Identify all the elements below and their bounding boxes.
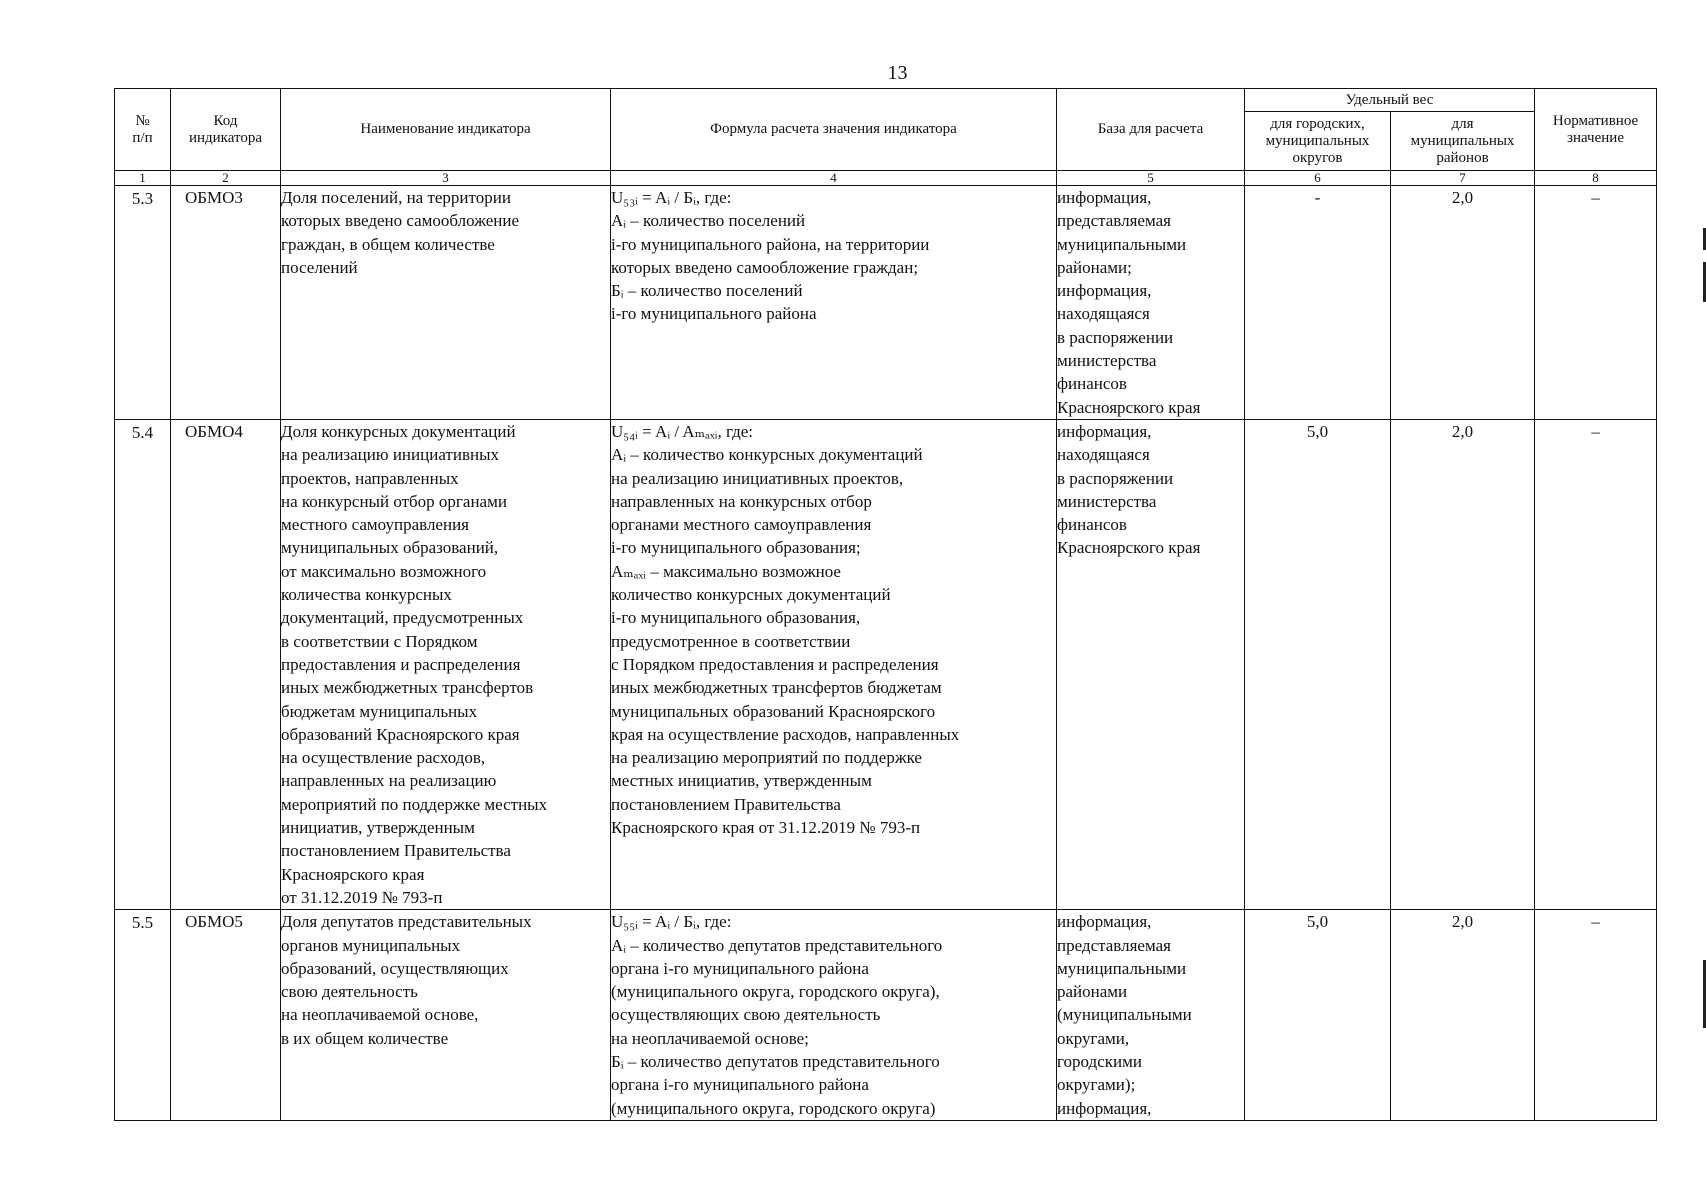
header-weight-group: Удельный вес bbox=[1245, 89, 1535, 112]
indicator-formula-line: Aₘₐₓᵢ – максимально возможное bbox=[611, 561, 841, 581]
indicator-formula-line: которых введено самообложение граждан; bbox=[611, 257, 919, 277]
calculation-base-line: министерства bbox=[1057, 351, 1157, 371]
indicator-name-line: мероприятий по поддержке местных bbox=[281, 794, 548, 814]
row-number: 5.4 bbox=[115, 419, 171, 909]
indicator-formula-line: Aᵢ – количество конкурсных документаций bbox=[611, 445, 923, 465]
normative-value: – bbox=[1535, 186, 1657, 420]
indicator-formula-line: U₅₅ᵢ = Aᵢ / Бᵢ, где: bbox=[611, 912, 732, 932]
indicator-name-line: которых введено самообложение bbox=[281, 211, 520, 231]
table-row bbox=[115, 419, 1657, 909]
calculation-base bbox=[1057, 186, 1245, 420]
indicator-formula-line: края на осуществление расходов, направленных bbox=[611, 724, 960, 744]
indicator-name-line: муниципальных образований, bbox=[281, 538, 499, 558]
column-number-cell: 8 bbox=[1535, 171, 1657, 186]
header-num: № п/п bbox=[115, 89, 171, 171]
calculation-base-line: в распоряжении bbox=[1057, 327, 1174, 347]
indicator-name-line: от максимально возможного bbox=[281, 561, 487, 581]
calculation-base-line: финансов bbox=[1057, 515, 1127, 535]
calculation-base-line: округами); bbox=[1057, 1075, 1136, 1095]
calculation-base-line: финансов bbox=[1057, 374, 1127, 394]
indicator-name-line: на реализацию инициативных bbox=[281, 445, 499, 465]
weight-urban-value: 5,0 bbox=[1245, 910, 1391, 1121]
indicator-name-line: на конкурсный отбор органами bbox=[281, 491, 507, 511]
calculation-base-line: представляемая bbox=[1057, 211, 1171, 231]
indicator-name-line: количества конкурсных bbox=[281, 585, 452, 605]
indicator-formula-line: муниципальных образований Красноярского bbox=[611, 701, 936, 721]
indicator-formula-line: i-го муниципального района, на территории bbox=[611, 234, 930, 254]
indicator-formula-line: органами местного самоуправления bbox=[611, 515, 872, 535]
calculation-base-line: информация, bbox=[1057, 281, 1152, 301]
indicator-name-line: Доля конкурсных документаций bbox=[281, 421, 516, 441]
weight-urban-value: - bbox=[1245, 186, 1391, 420]
indicator-formula-line: i-го муниципального образования; bbox=[611, 538, 861, 558]
indicator-name-line: поселений bbox=[281, 257, 358, 277]
calculation-base-line: муниципальными bbox=[1057, 234, 1187, 254]
page-number: 13 bbox=[887, 62, 908, 84]
column-number-cell: 4 bbox=[611, 171, 1057, 186]
calculation-base bbox=[1057, 419, 1245, 909]
column-number-cell: 2 bbox=[171, 171, 281, 186]
indicator-name-line: образований Красноярского края bbox=[281, 724, 520, 744]
indicator-formula-line: предусмотренное в соответствии bbox=[611, 631, 851, 651]
indicator-formula-line: органа i-го муниципального района bbox=[611, 958, 869, 978]
calculation-base-line: районами bbox=[1057, 982, 1128, 1002]
calculation-base-line: представляемая bbox=[1057, 935, 1171, 955]
indicator-name-line: документаций, предусмотренных bbox=[281, 608, 524, 628]
header-name: Наименование индикатора bbox=[281, 89, 611, 171]
indicator-name-line: органов муниципальных bbox=[281, 935, 461, 955]
column-number-cell: 3 bbox=[281, 171, 611, 186]
indicator-name bbox=[281, 910, 611, 1121]
calculation-base-line: Красноярского края bbox=[1057, 538, 1201, 558]
indicator-formula-line: иных межбюджетных трансфертов бюджетам bbox=[611, 678, 942, 698]
indicators-table bbox=[114, 88, 1657, 1121]
indicator-formula-line: i-го муниципального района bbox=[611, 304, 817, 324]
indicator-name-line: бюджетам муниципальных bbox=[281, 701, 478, 721]
header-weight-municipal: для муниципальных районов bbox=[1391, 112, 1535, 171]
indicator-name-line: местного самоуправления bbox=[281, 515, 469, 535]
indicator-name-line: предоставления и распределения bbox=[281, 654, 521, 674]
indicator-name-line: от 31.12.2019 № 793-п bbox=[281, 887, 443, 907]
indicator-formula-line: органа i-го муниципального района bbox=[611, 1075, 869, 1095]
calculation-base-line: информация, bbox=[1057, 912, 1152, 932]
column-number-cell: 1 bbox=[115, 171, 171, 186]
indicator-formula bbox=[611, 910, 1057, 1121]
indicator-formula-line: Бᵢ – количество депутатов представительного bbox=[611, 1051, 940, 1071]
calculation-base-line: министерства bbox=[1057, 491, 1157, 511]
indicator-formula-line: направленных на конкурсных отбор bbox=[611, 491, 872, 511]
indicator-name-line: в их общем количестве bbox=[281, 1028, 449, 1048]
indicator-formula-line: U₅₃ᵢ = Aᵢ / Бᵢ, где: bbox=[611, 188, 732, 207]
indicator-formula-line: (муниципального округа, городского округа) bbox=[611, 1098, 936, 1118]
table-row bbox=[115, 186, 1657, 420]
indicator-name-line: свою деятельность bbox=[281, 982, 418, 1002]
header-formula: Формула расчета значения индикатора bbox=[611, 89, 1057, 171]
indicator-formula-line: на реализацию инициативных проектов, bbox=[611, 468, 904, 488]
indicator-name-line: Красноярского края bbox=[281, 864, 425, 884]
indicator-name-line: в соответствии с Порядком bbox=[281, 631, 478, 651]
header-code: Код индикатора bbox=[171, 89, 281, 171]
calculation-base-line: Красноярского края bbox=[1057, 397, 1201, 417]
indicator-formula-line: Красноярского края от 31.12.2019 № 793-п bbox=[611, 818, 921, 838]
calculation-base-line: муниципальными bbox=[1057, 958, 1187, 978]
header-base: База для расчета bbox=[1057, 89, 1245, 171]
indicator-formula-line: осуществляющих свою деятельность bbox=[611, 1005, 881, 1025]
indicator-name-line: на неоплачиваемой основе, bbox=[281, 1005, 479, 1025]
calculation-base-line: информация, bbox=[1057, 421, 1152, 441]
calculation-base-line: округами, bbox=[1057, 1028, 1130, 1048]
row-number: 5.5 bbox=[115, 910, 171, 1121]
calculation-base bbox=[1057, 910, 1245, 1121]
column-number-cell: 5 bbox=[1057, 171, 1245, 186]
column-number-cell: 6 bbox=[1245, 171, 1391, 186]
calculation-base-line: районами; bbox=[1057, 257, 1132, 277]
calculation-base-line: информация, bbox=[1057, 1098, 1152, 1118]
indicator-name-line: инициатив, утвержденным bbox=[281, 818, 475, 838]
indicator-name-line: Доля депутатов представительных bbox=[281, 912, 532, 932]
weight-municipal-value: 2,0 bbox=[1391, 186, 1535, 420]
indicator-name-line: образований, осуществляющих bbox=[281, 958, 509, 978]
calculation-base-line: (муниципальными bbox=[1057, 1005, 1192, 1025]
indicator-code: ОБМО3 bbox=[171, 186, 281, 420]
row-number: 5.3 bbox=[115, 186, 171, 420]
header-normative: Нормативное значение bbox=[1535, 89, 1657, 171]
indicator-formula-line: количество конкурсных документаций bbox=[611, 585, 891, 605]
indicator-name-line: направленных на реализацию bbox=[281, 771, 497, 791]
indicator-formula-line: на неоплачиваемой основе; bbox=[611, 1028, 809, 1048]
indicator-formula-line: местных инициатив, утвержденным bbox=[611, 771, 872, 791]
indicator-formula-line: постановлением Правительства bbox=[611, 794, 841, 814]
column-number-cell: 7 bbox=[1391, 171, 1535, 186]
indicator-name-line: Доля поселений, на территории bbox=[281, 188, 511, 207]
indicator-name-line: постановлением Правительства bbox=[281, 841, 511, 861]
indicator-formula bbox=[611, 186, 1057, 420]
indicator-name bbox=[281, 186, 611, 420]
normative-value: – bbox=[1535, 419, 1657, 909]
indicator-formula-line: U₅₄ᵢ = Aᵢ / Aₘₐₓᵢ, где: bbox=[611, 421, 754, 441]
indicator-code: ОБМО5 bbox=[171, 910, 281, 1121]
calculation-base-line: городскими bbox=[1057, 1051, 1142, 1071]
header-weight-urban: для городских, муниципальных округов bbox=[1245, 112, 1391, 171]
calculation-base-line: находящаяся bbox=[1057, 304, 1150, 324]
table-row bbox=[115, 910, 1657, 1121]
normative-value: – bbox=[1535, 910, 1657, 1121]
indicator-formula-line: с Порядком предоставления и распределения bbox=[611, 654, 939, 674]
indicator-formula-line: на реализацию мероприятий по поддержке bbox=[611, 748, 922, 768]
calculation-base-line: в распоряжении bbox=[1057, 468, 1174, 488]
indicator-formula-line: (муниципального округа, городского округа), bbox=[611, 982, 940, 1002]
indicator-name-line: граждан, в общем количестве bbox=[281, 234, 495, 254]
indicator-code: ОБМО4 bbox=[171, 419, 281, 909]
indicator-formula bbox=[611, 419, 1057, 909]
calculation-base-line: информация, bbox=[1057, 188, 1152, 207]
weight-urban-value: 5,0 bbox=[1245, 419, 1391, 909]
calculation-base-line: находящаяся bbox=[1057, 445, 1150, 465]
indicator-name-line: проектов, направленных bbox=[281, 468, 459, 488]
indicator-formula-line: Aᵢ – количество поселений bbox=[611, 211, 806, 231]
indicator-name bbox=[281, 419, 611, 909]
indicator-name-line: иных межбюджетных трансфертов bbox=[281, 678, 534, 698]
weight-municipal-value: 2,0 bbox=[1391, 910, 1535, 1121]
indicator-name-line: на осуществление расходов, bbox=[281, 748, 486, 768]
weight-municipal-value: 2,0 bbox=[1391, 419, 1535, 909]
indicator-formula-line: Бᵢ – количество поселений bbox=[611, 281, 803, 301]
indicator-formula-line: i-го муниципального образования, bbox=[611, 608, 861, 628]
column-number-row bbox=[115, 171, 1657, 186]
indicator-formula-line: Aᵢ – количество депутатов представительного bbox=[611, 935, 943, 955]
